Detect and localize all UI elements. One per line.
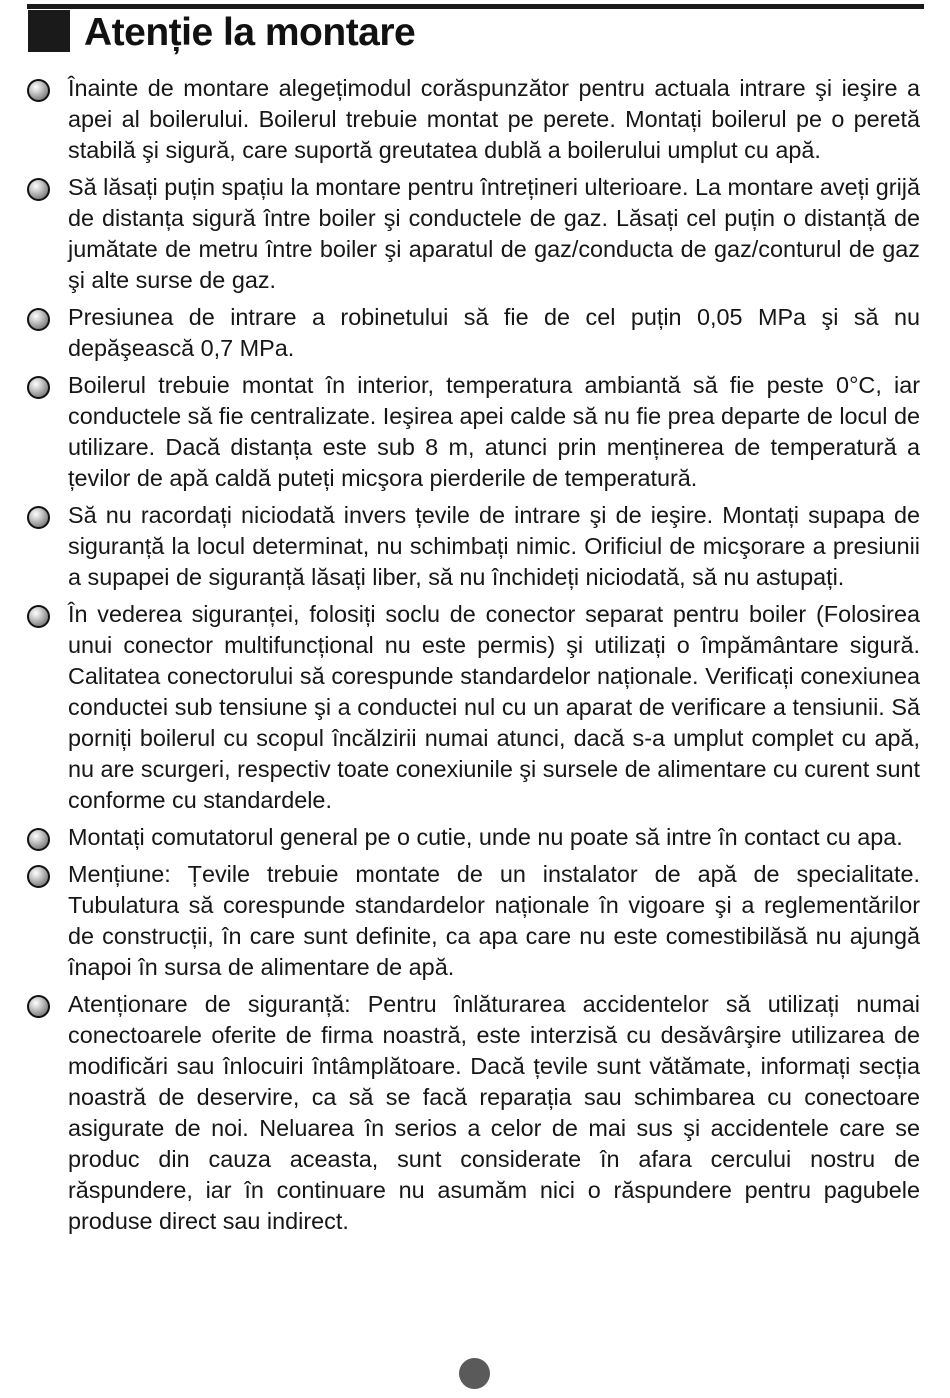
gray-sphere-bullet-icon [27,865,50,888]
list-item [27,73,920,166]
page-dot-icon [459,1358,490,1389]
black-square-icon [28,10,70,52]
gray-sphere-bullet-icon [27,178,50,201]
list-item [27,989,920,1237]
list-item [27,302,920,364]
list-item-text: Să nu racordați niciodată invers țevile de intrare şi de ieşire. Montați supapa de siguranță la locul determinat, nu schimbați nimic. Orificiul de micşorare a presiunii a supapei de siguranță lăsați liber, să nu închideți niciodată, să nu astupați. [68,502,920,590]
header-rule [27,4,924,9]
list-item [27,599,920,816]
gray-sphere-bullet-icon [27,79,50,102]
list-item-text: Înainte de montare alegețimodul corăspunzător pentru actuala intrare şi ieşire a apei al boilerului. Boilerul trebuie montat pe perete. Montați boilerul pe o peretă stabilă şi sigură, care suportă greutatea dublă a boilerului umplut cu apă. [68,75,920,163]
list-item-text: Montați comutatorul general pe o cutie, unde nu poate să intre în contact cu apa. [68,824,903,850]
list-item-text: În vederea siguranței, folosiți soclu de conector separat pentru boiler (Folosirea unui conector multifuncțional nu este permis) şi utilizați o împământare sigură. Calitatea conectorului să corespunde standardelor naționale. Verificați conexiunea conductei sub tensiune şi a conductei nul cu un aparat de verificare a tensiunii. Să porniți boilerul cu scopul încălzirii numai atunci, dacă s-a umplut complet cu apă, nu are scurgeri, respectiv toate conexiunile şi sursele de alimentare cu curent sunt conforme cu standardele. [68,601,920,813]
list-item [27,500,920,593]
list-item-text: Mențiune: Țevile trebuie montate de un instalator de apă de specialitate. Tubulatura să corespunde standardelor naționale în vigoare şi a reglementărilor de construcții, în care sunt definite, ca apa care nu este comestibilăsă nu ajungă înapoi în sursa de alimentare de apă. [68,861,920,980]
instruction-list [27,73,920,1243]
gray-sphere-bullet-icon [27,308,50,331]
gray-sphere-bullet-icon [27,995,50,1018]
list-item [27,822,920,853]
gray-sphere-bullet-icon [27,605,50,628]
gray-sphere-bullet-icon [27,376,50,399]
page-title: Atenție la montare [84,11,416,54]
list-item-text: Atenționare de siguranță: Pentru înlăturarea accidentelor să utilizați numai conectoarele oferite de firma noastră, este interzisă cu desăvârşire utilizarea de modificări sau înlocuiri întâmplătoare. Dacă țevile sunt vătămate, informați secția noastră de deservire, ca să se facă reparația sau schimbarea cu conectoare asigurate de noi. Neluarea în serios a celor de mai sus şi accidentele care se produc din cauza aceasta, sunt considerate în afara cercului nostru de răspundere, iar în continuare nu asumăm nici o răspundere pentru pagubele produse direct sau indirect. [68,991,920,1234]
gray-sphere-bullet-icon [27,506,50,529]
list-item [27,370,920,494]
gray-sphere-bullet-icon [27,828,50,851]
list-item [27,859,920,983]
list-item [27,172,920,296]
list-item-text: Boilerul trebuie montat în interior, temperatura ambiantă să fie peste 0°C, iar conductele să fie centralizate. Ieşirea apei calde să nu fie prea departe de locul de utilizare. Dacă distanța este sub 8 m, atunci prin menținerea de temperatură a țevilor de apă caldă puteți micşora pierderile de temperatură. [68,372,920,491]
page-header [27,4,924,54]
list-item-text: Presiunea de intrare a robinetului să fie de cel puțin 0,05 MPa şi să nu depăşească 0,7 MPa. [68,304,920,361]
list-item-text: Să lăsați puțin spațiu la montare pentru întrețineri ulterioare. La montare aveți grijă de distanța sigură între boiler şi conductele de gaz. Lăsați cel puțin o distanță de jumătate de metru între boiler şi aparatul de gaz/conducta de gaz/conturul de gaz şi alte surse de gaz. [68,174,920,293]
